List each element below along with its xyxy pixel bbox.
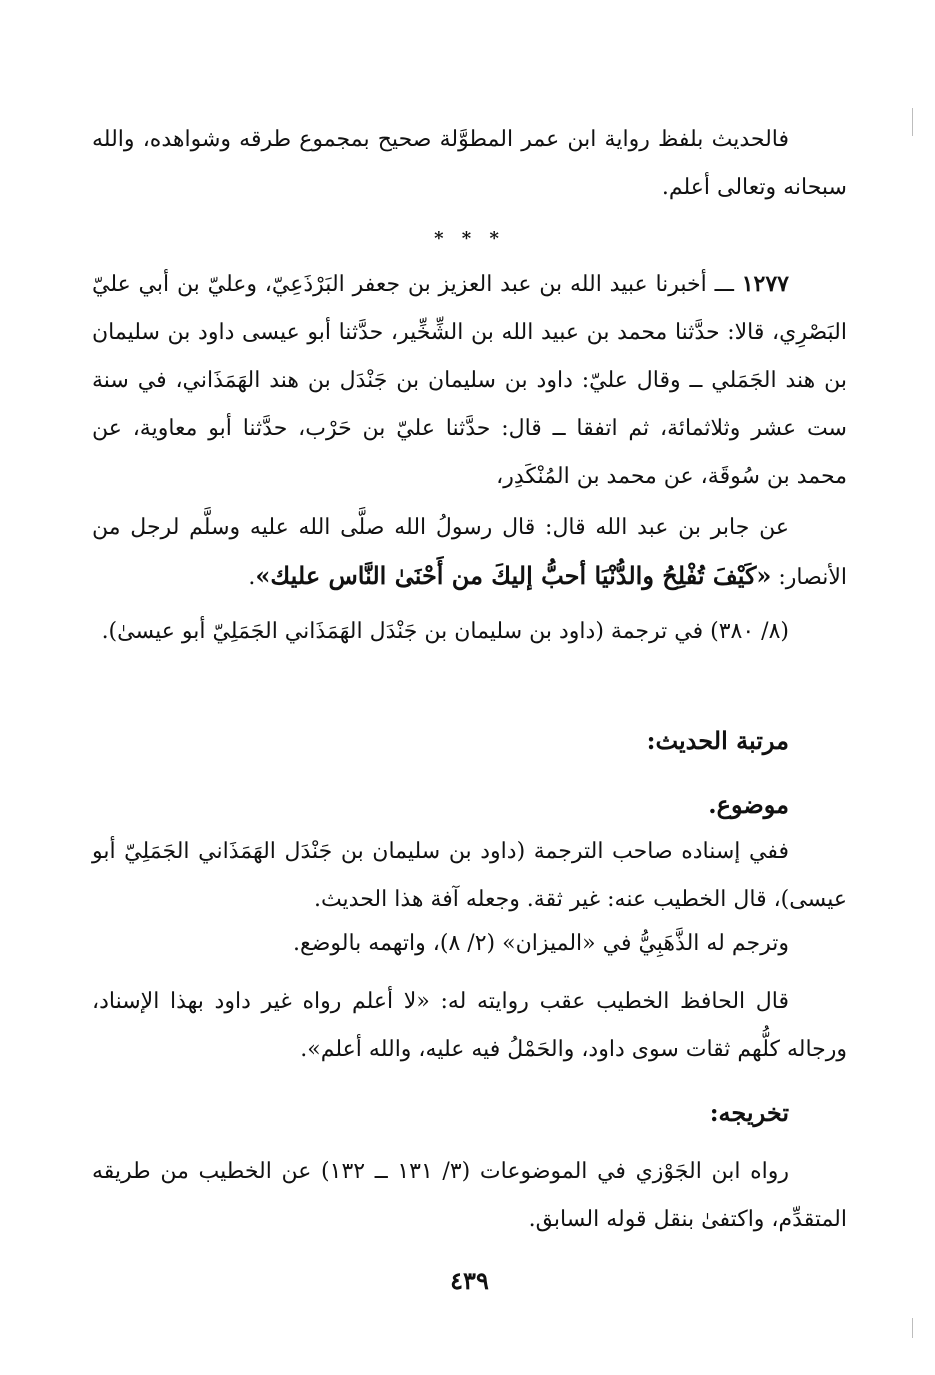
grade-paragraph-1: ففي إسناده صاحب الترجمة (داود بن سليمان بن جَنْدَل الهَمَذَاني الجَمَلِيّ أبو عيسى)، قال الخطيب عنه: غير ثقة. وجعله آفة هذا الحديث. bbox=[92, 839, 847, 912]
grade-heading: مرتبة الحديث: bbox=[646, 726, 789, 755]
grade-paragraph-2: وترجم له الذَّهَبِيُّ في «الميزان» (٢/ ٨)، واتهمه بالوضع. bbox=[293, 931, 789, 956]
document-page bbox=[92, 108, 847, 1308]
hadith-matn bbox=[92, 504, 847, 602]
hadith-source: (٨/ ٣٨٠) في ترجمة (داود بن سليمان بن جَنْدَل الهَمَذَاني الجَمَلِيّ أبو عيسىٰ). bbox=[101, 619, 789, 644]
hadith-matn-quote: «كَيْفَ تُفْلِحُ والدُّنْيَا أحبُّ إليكَ من أَحْنَىٰ النَّاس عليك» bbox=[255, 561, 772, 590]
hadith-matn-end: . bbox=[248, 565, 256, 590]
takhrij-paragraph-1: رواه ابن الجَوْزي في الموضوعات (٣/ ١٣١ ــ ١٣٢) عن الخطيب من طريقه المتقدِّم، واكتفىٰ بنقل قوله السابق. bbox=[92, 1159, 847, 1232]
hadith-isnad-text: أخبرنا عبيد الله بن عبد العزيز بن جعفر البَرْذَعِيّ، وعليّ بن أبي عليّ البَصْرِي، قالا: حدَّثنا محمد بن عبيد الله بن الشِّخِّير، حدَّثنا أبو عيسى داود بن سليمان بن هند الجَمَلي ــ وقال عليّ: داود بن سليمان بن جَنْدَل بن هند الهَمَذَاني، في سنة ست عشر وثلاثمائة، ثم اتفقا ــ قال: حدَّثنا عليّ بن حَرْب، حدَّثنا أبو معاوية، عن محمد بن سُوقَة، عن محمد بن المُنْكَدِر، bbox=[92, 272, 847, 489]
grade-paragraph-3: قال الحافظ الخطيب عقب روايته له: «لا أعلم رواه غير داود بهذا الإسناد، ورجاله كلُّهم ثقات سوى داود، والحَمْلُ فيه عليه، والله أعلم». bbox=[92, 989, 847, 1062]
hadith-dash: ـــ bbox=[706, 272, 742, 297]
margin-mark-top bbox=[912, 108, 913, 136]
hadith-matn-intro: عن جابر بن عبد الله قال: قال رسولُ الله صلَّى الله عليه وسلَّم لرجل من الأنصار: bbox=[92, 515, 847, 590]
hadith-isnad bbox=[92, 260, 847, 501]
closing-paragraph: فالحديث بلفظ رواية ابن عمر المطوَّلة صحيح بمجموع طرقه وشواهده، والله سبحانه وتعالى أعلم. bbox=[92, 127, 847, 200]
takhrij-heading: تخريجه: bbox=[709, 1098, 789, 1127]
page-number: ٤٣٩ bbox=[450, 1266, 489, 1295]
section-separator: * * * bbox=[434, 228, 505, 249]
hadith-number: ١٢٧٧ bbox=[741, 271, 789, 297]
margin-mark-bottom bbox=[912, 1318, 913, 1338]
grade-verdict: موضوع. bbox=[708, 790, 789, 819]
